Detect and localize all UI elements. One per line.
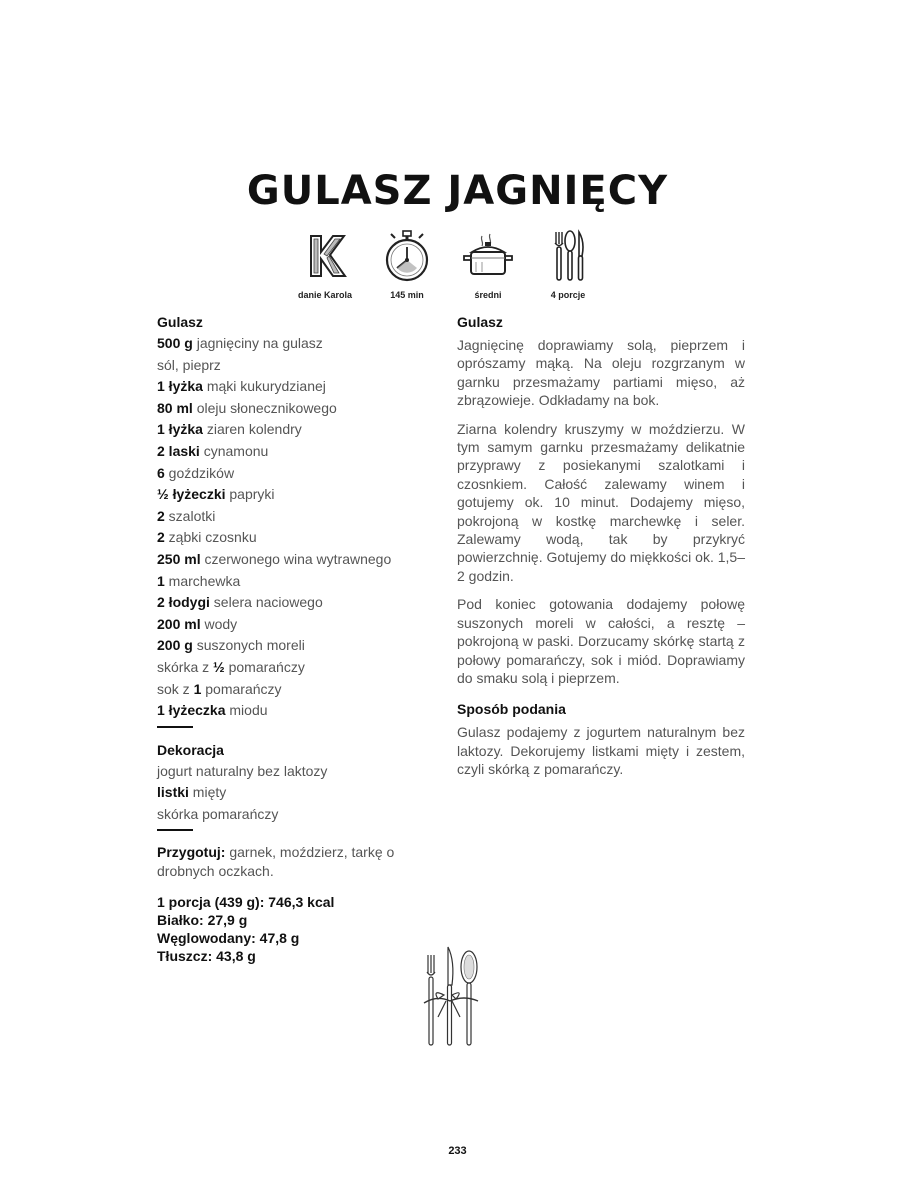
- ingredient-item: [157, 419, 437, 441]
- ingredient-quantity: 2: [157, 529, 165, 546]
- ingredient-text: papryki: [225, 486, 275, 503]
- method-column: [457, 312, 745, 789]
- ingredient-quantity: ½: [213, 658, 225, 675]
- ingredient-quantity: 6: [157, 464, 165, 481]
- ingredient-item: [157, 614, 437, 636]
- ingredient-text: wody: [200, 615, 238, 632]
- ingredient-text: jogurt naturalny bez laktozy: [157, 762, 328, 779]
- divider: [157, 829, 193, 831]
- meta-time: [362, 228, 452, 300]
- method-heading: Gulasz: [457, 314, 503, 330]
- ingredient-item: [157, 592, 437, 614]
- ingredient-text: jagnięciny na gulasz: [192, 335, 323, 351]
- ingredients-column: [157, 312, 437, 965]
- ingredient-quantity: listki: [157, 784, 189, 801]
- nutrition-portion: 1 porcja (439 g): 746,3 kcal: [157, 894, 335, 911]
- ingredient-item: [157, 571, 437, 593]
- ingredient-text: sól, pieprz: [157, 356, 221, 373]
- meta-label: danie Karola: [297, 290, 353, 300]
- ingredient-item: [157, 484, 437, 506]
- ingredient-text: ząbki czosnku: [164, 529, 257, 546]
- ingredient-text: mięty: [188, 784, 227, 801]
- ingredient-item: [157, 804, 437, 826]
- ingredients-list: [157, 333, 437, 722]
- meta-difficulty: [443, 228, 533, 300]
- stopwatch-icon: [379, 228, 435, 284]
- ingredient-item: [157, 527, 437, 549]
- decoration-list: [157, 761, 437, 826]
- nutrition-fat: Tłuszcz: 43,8 g: [157, 948, 256, 965]
- method-paragraph: Pod koniec gotowania dodajemy połowę suszonych moreli w całości, a resztę – pokrojoną w paski. Dorzucamy skórkę startą z połowy pomarańczy, sok i miód. Doprawiamy do smaku solą i pieprzem.: [457, 596, 745, 686]
- ingredient-item: [157, 506, 437, 528]
- ingredient-quantity: 2 laski: [157, 442, 200, 459]
- ingredient-item: [157, 441, 437, 463]
- ingredient-item: [157, 333, 437, 355]
- ingredient-text: selera naciowego: [209, 594, 323, 611]
- ingredient-text: pomarańczy: [224, 658, 305, 675]
- ingredient-text: ziaren kolendry: [202, 421, 302, 438]
- ingredient-item: [157, 635, 437, 657]
- ingredient-text: goździków: [164, 464, 235, 481]
- prepare-label: Przygotuj:: [157, 844, 226, 861]
- meta-label: średni: [474, 290, 502, 300]
- ingredient-quantity: ½ łyżeczki: [157, 486, 226, 503]
- ingredient-item: [157, 657, 437, 679]
- nutrition-carbs: Węglowodany: 47,8 g: [157, 930, 300, 947]
- page-number: 233: [448, 1145, 467, 1157]
- serving-heading: Sposób podania: [457, 701, 566, 718]
- meta-label: 145 min: [390, 290, 424, 300]
- ingredient-quantity: 250 ml: [157, 550, 201, 567]
- divider: [157, 726, 193, 728]
- ingredient-item: [157, 761, 437, 783]
- ingredients-heading: Gulasz: [157, 314, 203, 330]
- ingredient-quantity: 200 ml: [157, 615, 201, 632]
- meta-servings: [523, 228, 613, 300]
- method-paragraph: Jagnięcinę doprawiamy solą, pieprzem i oprószamy mąką. Na oleju rozgrzanym w garnku przesmażamy partiami mięso, aż zbrązowieje. Odkładamy na bok.: [457, 337, 745, 409]
- ingredient-quantity: 200 g: [157, 637, 193, 654]
- ingredient-text: szalotki: [164, 507, 216, 524]
- ingredient-quantity: 1 łyżka: [157, 421, 203, 438]
- ingredient-text: suszonych moreli: [192, 637, 305, 654]
- pot-icon: [460, 228, 516, 284]
- ingredient-quantity: 500 g: [157, 335, 193, 351]
- ingredient-text: oleju słonecznikowego: [192, 399, 337, 416]
- ingredient-text: pomarańczy: [201, 680, 282, 697]
- ingredient-quantity: 1 łyżka: [157, 378, 203, 395]
- ingredient-item: [157, 782, 437, 804]
- ingredient-quantity: 80 ml: [157, 399, 193, 416]
- serving-paragraph: Gulasz podajemy z jogurtem naturalnym bez laktozy. Dekorujemy listkami mięty i zestem, czyli skórką z pomarańczy.: [457, 724, 745, 778]
- ingredient-item: [157, 355, 437, 377]
- ingredient-quantity: 2: [157, 507, 165, 524]
- meta-author: [280, 228, 370, 300]
- ingredient-quantity: 2 łodygi: [157, 594, 210, 611]
- prepare-text: garnek, moździerz, tarkę o drobnych oczkach.: [157, 844, 395, 880]
- nutrition-protein: Białko: 27,9 g: [157, 912, 248, 929]
- ingredient-text: cynamonu: [199, 442, 269, 459]
- cutlery-icon: [540, 228, 596, 284]
- ingredient-text: miodu: [225, 702, 268, 719]
- cutlery-bundle-icon: [412, 945, 492, 1050]
- ingredient-text: mąki kukurydzianej: [202, 378, 326, 395]
- ingredient-prefix: sok z: [157, 680, 194, 697]
- ingredient-text: skórka pomarańczy: [157, 805, 279, 822]
- ingredient-quantity: 1: [193, 680, 202, 697]
- ingredient-prefix: skórka z: [157, 658, 214, 675]
- method-paragraph: Ziarna kolendry kruszymy w moździerzu. W tym samym garnku przesmażamy delikatnie przyprawy z posiekanymi szalotkami i czosnkiem. Całość zalewamy winem i gotujemy ok. 10 minut. Dodajemy mięso, pokrojoną w kostkę marchewkę i seler. Zalewamy wodą, tak by przykryć powierzchnię. Gotujemy do miękkości ok. 1,5–2 godzin.: [457, 420, 745, 584]
- ingredient-item: [157, 549, 437, 571]
- ingredient-quantity: 1: [157, 572, 165, 589]
- ingredient-item: [157, 679, 437, 701]
- prepare-note: [157, 843, 437, 881]
- ingredient-item: [157, 398, 437, 420]
- ingredient-item: [157, 463, 437, 485]
- decoration-heading: Dekoracja: [157, 741, 224, 758]
- ingredient-quantity: 1 łyżeczka: [157, 702, 226, 719]
- ingredient-item: [157, 700, 437, 722]
- meta-label: 4 porcje: [550, 290, 586, 300]
- ingredient-item: [157, 376, 437, 398]
- k-letter-icon: [297, 228, 353, 284]
- ingredient-text: marchewka: [164, 572, 241, 589]
- ingredient-text: czerwonego wina wytrawnego: [200, 550, 392, 567]
- recipe-title: GULASZ JAGNIĘCY: [246, 168, 669, 214]
